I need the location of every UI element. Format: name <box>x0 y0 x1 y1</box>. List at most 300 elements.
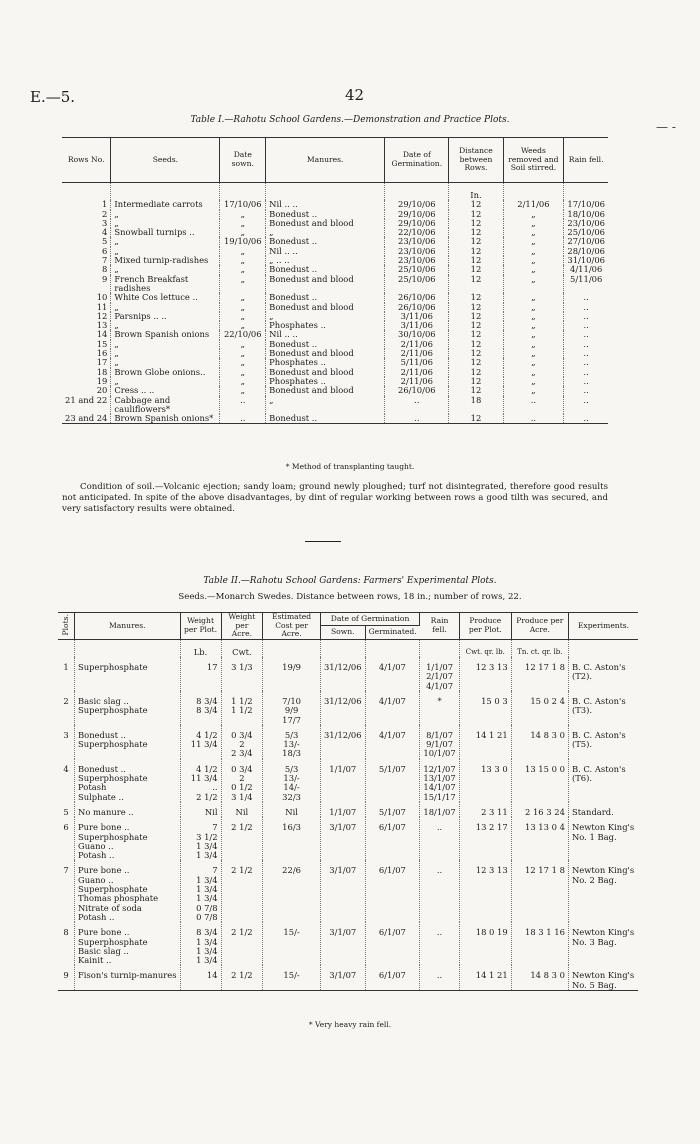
table2-line: Pure bone .. <box>78 927 130 938</box>
table1-cell: „ <box>266 396 385 415</box>
table2-line: Guano .. <box>78 840 114 851</box>
table2-line: Superphosphate <box>78 831 148 842</box>
table2-line: Basic slag .. <box>78 945 129 956</box>
table2-line: .. <box>436 927 443 938</box>
table2-cell-sown: 31/12/06 <box>320 725 365 759</box>
table1-cell: „ <box>503 210 564 219</box>
table2-cell-wpa <box>221 817 263 860</box>
table2-cell-wpp <box>180 860 221 922</box>
table1-cell: „ .. .. <box>266 256 385 265</box>
table1-cell: Bonedust and blood <box>266 349 385 358</box>
table1-cell: „ <box>220 210 266 219</box>
table1-cell: 3/11/06 <box>385 321 449 330</box>
table1-cell: „ <box>220 368 266 377</box>
table2-cell-exp: B. C. Aston's (T2). <box>571 662 626 682</box>
table1-cell: Bonedust .. <box>266 237 385 246</box>
table1-cell: Cabbage and cauliflowers* <box>111 396 220 415</box>
table2-cell-ppp: 18 0 19 <box>459 922 511 965</box>
table1-cell: .. <box>583 366 589 377</box>
table2-line: 0 7/8 <box>196 911 218 922</box>
table1-cell: 12 <box>449 368 503 377</box>
table1-cell: „ <box>220 321 266 330</box>
table2-row <box>58 759 638 802</box>
table2-line: 1 3/4 <box>196 955 218 966</box>
table2-body <box>58 639 638 990</box>
table2-line: 15/- <box>283 970 300 981</box>
table1-cell: 12 <box>449 321 503 330</box>
table1-cell: „ <box>111 265 220 274</box>
table2-cell-wpp <box>180 965 221 990</box>
table1-cell: „ <box>111 340 220 349</box>
table1-cell: 17/10/06 <box>220 200 266 209</box>
table1-cell: Nil .. .. <box>266 330 385 339</box>
table1-cell: .. <box>583 320 589 331</box>
table1-cell: „ <box>220 228 266 237</box>
table1-cell: 4/11/06 <box>570 264 603 275</box>
table1-cell: 12 <box>449 219 503 228</box>
table2-line: 19/9 <box>282 662 301 673</box>
table1-cell: Snowball turnips .. <box>111 228 220 237</box>
t2-col-wpa: Weight per Acre. <box>221 613 263 640</box>
table1-cell: Bonedust and blood <box>266 303 385 312</box>
section-divider <box>305 541 341 542</box>
table2-cell-cost <box>263 691 321 725</box>
table2-cell-rain <box>420 965 460 990</box>
table2-line: 2 1/2 <box>231 822 253 833</box>
t2-col-exp: Experiments. <box>568 613 638 640</box>
table1-cell: 12 <box>449 349 503 358</box>
table2-line: .. <box>436 822 443 833</box>
table1-cell: .. <box>503 414 564 424</box>
table2-row <box>58 802 638 817</box>
table1-cell: 2/11/06 <box>385 340 449 349</box>
table2-line: 2 <box>239 773 245 784</box>
table2-cell-wpp <box>180 759 221 802</box>
table2-cell-ppp: 2 3 11 <box>459 802 511 817</box>
table2-cell-rain <box>420 725 460 759</box>
table1-cell: „ <box>220 386 266 395</box>
table1-cell: 31/10/06 <box>567 255 605 266</box>
table2-line: Fison's turnip-manures <box>78 970 177 981</box>
table1-cell: 7 <box>62 256 111 265</box>
table1-cell: „ <box>220 349 266 358</box>
table1-cell: 2/11/06 <box>385 349 449 358</box>
table1-cell: French Breakfast radishes <box>111 275 220 294</box>
table2-line: 14 <box>206 970 218 981</box>
table2-line: 3 1/3 <box>231 662 253 673</box>
table2-line: 15/- <box>283 927 300 938</box>
table1-cell: 17 <box>62 358 111 367</box>
table1-cell: „ <box>503 321 564 330</box>
t1-col-manures: Manures. <box>266 138 385 183</box>
table2-line: 2 1/2 <box>231 927 253 938</box>
table1-cell: 23/10/06 <box>385 247 449 256</box>
table1-row <box>62 200 608 209</box>
table2-line: 14/- <box>283 782 300 793</box>
table2-cell-ppp: 13 2 17 <box>459 817 511 860</box>
table2-cell-manures <box>75 725 181 759</box>
table1-cell: „ <box>111 349 220 358</box>
table1-cell: 22/10/06 <box>385 228 449 237</box>
table1-cell: „ <box>220 312 266 321</box>
table2-cell-plot: 4 <box>58 759 75 802</box>
table1-cell: 23 and 24 <box>62 414 111 424</box>
table1-cell: Bonedust .. <box>266 265 385 274</box>
table2-line: Nil <box>235 806 249 817</box>
table1-cell: 14 <box>62 330 111 339</box>
table2-cell-plot: 8 <box>58 922 75 965</box>
table2-row <box>58 817 638 860</box>
table2-cell-cost <box>263 802 321 817</box>
table2-line: 1 3/4 <box>196 936 218 947</box>
table1-cell: 12 <box>449 293 503 302</box>
table2-cell-ppa: 14 8 3 0 <box>511 725 568 759</box>
table1-footnote: * Method of transplanting taught. <box>285 462 415 471</box>
table2-cell-ppp: 12 3 13 <box>459 860 511 922</box>
table2-cell-manures <box>75 922 181 965</box>
table2-cell-ppa: 14 8 3 0 <box>511 965 568 990</box>
table1-cell: „ <box>220 358 266 367</box>
table2-cell-cost <box>263 725 321 759</box>
table2-line: Potash .. <box>78 911 115 922</box>
table2-cell-exp: Standard. <box>571 806 614 817</box>
table2-line: 1/1/07 <box>426 662 454 673</box>
table1-cell: 2/11/06 <box>385 368 449 377</box>
table2-line: 4 1/2 <box>196 763 218 774</box>
table2-cell-plot: 6 <box>58 817 75 860</box>
table1-cell: 2 <box>62 210 111 219</box>
table2-line: Basic slag .. <box>78 695 129 706</box>
table2-line: Superphosphate <box>78 884 148 895</box>
table1-cell: 27/10/06 <box>567 236 605 247</box>
table2-cell-cost <box>263 759 321 802</box>
table1-cell: 19/10/06 <box>220 237 266 246</box>
table2-line: 8/1/07 <box>426 729 454 740</box>
table1-row <box>62 349 608 358</box>
table1-cell: Bonedust .. <box>266 340 385 349</box>
table1-cell: „ <box>111 219 220 228</box>
table2-cell-sown: 3/1/07 <box>320 922 365 965</box>
table1-cell: Brown Spanish onions* <box>111 414 220 424</box>
table1-cell: „ <box>503 349 564 358</box>
table2-line: * <box>437 695 442 706</box>
t1-col-distance: Distance between Rows. <box>449 138 503 183</box>
table1-cell: „ <box>111 377 220 386</box>
table1-cell: 22/10/06 <box>220 330 266 339</box>
table2-cell-sown: 3/1/07 <box>320 860 365 922</box>
table2-row <box>58 725 638 759</box>
table2-line: 1 3/4 <box>196 874 218 885</box>
table1-caption: Table I.—Rahotu School Gardens.—Demonstration and Practice Plots. <box>190 115 510 125</box>
table2-line: Superphosphate <box>78 739 148 750</box>
table2-line: 2 1/2 <box>231 865 253 876</box>
table2-cell-ppa: 12 17 1 8 <box>511 860 568 922</box>
table2-line: 8 3/4 <box>196 927 218 938</box>
table2-line: 11 3/4 <box>190 773 218 784</box>
table2-cell-cost <box>263 922 321 965</box>
table2-cell-wpp <box>180 725 221 759</box>
table2-line: 7 <box>212 822 218 833</box>
table2-line: 12/1/07 <box>423 763 456 774</box>
table2-line: 15/1/17 <box>423 791 456 802</box>
table2-line: 17/7 <box>282 714 301 725</box>
table1-cell: Bonedust .. <box>266 293 385 302</box>
table1-cell: „ <box>220 377 266 386</box>
table2-cell-sown: 3/1/07 <box>320 817 365 860</box>
table2-cell-exp: Newton King's No. 2 Bag. <box>571 865 635 885</box>
table2-line: 7/10 <box>282 695 301 706</box>
table2-cell-wpa <box>221 691 263 725</box>
table1-cell: .. <box>583 292 589 303</box>
table2-cell-plot: 5 <box>58 802 75 817</box>
table2-line: Superphosphate <box>78 773 148 784</box>
table1-row <box>62 237 608 246</box>
table2-subcaption: Seeds.—Monarch Swedes. Distance between rows, 18 in.; number of rows, 22. <box>178 592 522 602</box>
table1-cell: .. <box>583 301 589 312</box>
table1-cell: „ <box>111 358 220 367</box>
table1-cell: „ <box>111 210 220 219</box>
table2-cell-rain <box>420 657 460 691</box>
table1-row <box>62 228 608 237</box>
table1-cell: „ <box>503 219 564 228</box>
table2-line: 18/1/07 <box>423 806 456 817</box>
table1-cell: Phosphates .. <box>266 358 385 367</box>
table1-cell: „ <box>503 275 564 294</box>
table2-cell-ppa: 2 16 3 24 <box>511 802 568 817</box>
t1-col-weeds: Weeds removed and Soil stirred. <box>503 138 564 183</box>
table2-line: 5/3 <box>284 729 299 740</box>
table1-cell: „ <box>220 256 266 265</box>
table2-cell-rain <box>420 802 460 817</box>
t2-col-germinated: Germinated. <box>365 626 420 639</box>
table1-cell: 6 <box>62 247 111 256</box>
t1-col-rows: Rows No. <box>62 138 111 183</box>
table1-cell: 12 <box>449 210 503 219</box>
table2-line: No manure .. <box>78 806 134 817</box>
table1-cell: „ <box>503 256 564 265</box>
table2-line: 1 3/4 <box>196 893 218 904</box>
table1-cell: „ <box>503 228 564 237</box>
table2-line: 1 3/4 <box>196 850 218 861</box>
t1-col-rain: Rain fell. <box>564 138 608 183</box>
table2-cell-exp: B. C. Aston's (T5). <box>571 729 626 750</box>
t1-col-germination: Date of Germination. <box>385 138 449 183</box>
table2-line: Superphosphate <box>78 936 148 947</box>
table1-cell: 3/11/06 <box>385 312 449 321</box>
table2-cell-rain <box>420 922 460 965</box>
table2-cell-rain <box>420 860 460 922</box>
table2-cell-plot: 2 <box>58 691 75 725</box>
table1-cell: 12 <box>62 312 111 321</box>
table1-cell: Nil .. .. <box>266 247 385 256</box>
t2-col-plots <box>58 613 75 640</box>
table1-cell: Parsnips .. .. <box>111 312 220 321</box>
table1-cell: „ <box>220 293 266 302</box>
table2-line: .. <box>436 970 443 981</box>
table2-cell-ppa: 18 3 1 16 <box>511 922 568 965</box>
table2-cell-ppp: 12 3 13 <box>459 657 511 691</box>
table1-cell: 12 <box>449 414 503 424</box>
table2-cell-ppp: 13 3 0 <box>459 759 511 802</box>
table2-cell-wpa <box>221 965 263 990</box>
table1-row <box>62 330 608 339</box>
margin-mark: — - <box>656 120 676 134</box>
t2-unit-ppp: Cwt. qr. lb. <box>459 639 511 657</box>
table2-cell-wpa <box>221 860 263 922</box>
table1-cell: 5 <box>62 237 111 246</box>
table1-cell: 2/11/06 <box>503 200 564 209</box>
table1-cell: 11 <box>62 303 111 312</box>
table1-cell: „ <box>503 386 564 395</box>
table1-cell: 26/10/06 <box>385 386 449 395</box>
table1-cell: 12 <box>449 275 503 294</box>
table1-cell: Nil .. .. <box>266 200 385 209</box>
table1-cell: 20 <box>62 386 111 395</box>
table1-cell: 23/10/06 <box>567 217 605 228</box>
table2-line: 17 <box>206 662 218 673</box>
table2-cell-exp: Newton King's No. 3 Bag. <box>571 927 635 947</box>
t2-col-germ: Date of Germination <box>320 613 419 626</box>
table2-line: 32/3 <box>282 791 301 802</box>
table1-cell: Bonedust .. <box>266 210 385 219</box>
t2-col-wpp: Weight per Plot. <box>180 613 221 640</box>
table1-cell: „ <box>220 275 266 294</box>
table2-line: Pure bone .. <box>78 822 130 833</box>
table2-cell-cost <box>263 657 321 691</box>
table1-row <box>62 312 608 321</box>
table1-cell: Bonedust .. <box>266 414 385 424</box>
table1-cell: Brown Spanish onions <box>111 330 220 339</box>
table2-cell-sown: 31/12/06 <box>320 657 365 691</box>
table2-cell-germ: 6/1/07 <box>365 922 420 965</box>
table2-line: 0 1/2 <box>231 782 253 793</box>
table2-cell-plot: 9 <box>58 965 75 990</box>
table2-line: 1 3/4 <box>196 840 218 851</box>
table2-cell-wpa <box>221 759 263 802</box>
table1-cell: .. <box>583 375 589 386</box>
table1-cell: 28/10/06 <box>567 245 605 256</box>
table1-row <box>62 256 608 265</box>
table2-line: 0 3/4 <box>231 763 253 774</box>
table2-line: 4 1/2 <box>196 729 218 740</box>
table1-cell: „ <box>503 340 564 349</box>
t1-col-date-sown: Date sown. <box>220 138 266 183</box>
table1-cell: 12 <box>449 330 503 339</box>
table2-line: 18/3 <box>282 748 301 759</box>
table2-cell-sown: 31/12/06 <box>320 691 365 725</box>
table2-cell-germ: 5/1/07 <box>365 802 420 817</box>
table2-cell-manures <box>75 691 181 725</box>
table2-experimental-plots <box>58 612 638 991</box>
table2-cell-rain <box>420 759 460 802</box>
table1-cell: 12 <box>449 303 503 312</box>
table2-row <box>58 965 638 990</box>
table1-cell: .. <box>583 329 589 340</box>
table1-cell: „ <box>220 247 266 256</box>
table2-cell-wpp <box>180 691 221 725</box>
table2-cell-sown: 1/1/07 <box>320 802 365 817</box>
table1-cell: „ <box>503 265 564 274</box>
table2-cell-manures <box>75 817 181 860</box>
table2-cell-ppa: 12 17 1 8 <box>511 657 568 691</box>
table1-cell: 21 and 22 <box>62 396 111 415</box>
table1-body <box>62 183 608 424</box>
table2-line: Sulphate .. <box>78 791 124 802</box>
table1-cell: 12 <box>449 237 503 246</box>
table1-cell: 25/10/06 <box>567 227 605 238</box>
table1-cell: 29/10/06 <box>385 219 449 228</box>
table1-cell: „ <box>503 293 564 302</box>
table2-line: Nil <box>285 806 298 817</box>
page-number: 42 <box>345 86 365 104</box>
table2-line: 11 3/4 <box>190 739 218 750</box>
table2-cell-plot: 3 <box>58 725 75 759</box>
table2-line: Guano .. <box>78 874 114 885</box>
table2-line: 1 3/4 <box>196 945 218 956</box>
table1-cell: 18/10/06 <box>567 208 605 219</box>
table1-cell: 25/10/06 <box>385 265 449 274</box>
table2-cell-ppp: 15 0 3 <box>459 691 511 725</box>
t2-col-rain: Rain fell. <box>420 613 460 640</box>
table1-cell: 12 <box>449 340 503 349</box>
table2-cell-germ: 5/1/07 <box>365 759 420 802</box>
table2-line: Bonedust .. <box>78 763 126 774</box>
t2-col-cost: Estimated Cost per Acre. <box>263 613 321 640</box>
table1-cell: 25/10/06 <box>385 275 449 294</box>
table1-cell: Bonedust and blood <box>266 275 385 294</box>
table1-cell: 12 <box>449 386 503 395</box>
table1-row <box>62 396 608 415</box>
table1-cell: 9 <box>62 275 111 294</box>
t1-unit-label: In. <box>449 183 503 201</box>
table2-line: Nil <box>204 806 218 817</box>
table1-cell: 5/11/06 <box>570 273 603 284</box>
table2-cell-ppa: 15 0 2 4 <box>511 691 568 725</box>
table1-cell: .. <box>503 396 564 415</box>
table1-cell: Intermediate carrots <box>111 200 220 209</box>
table1-cell: White Cos lettuce .. <box>111 293 220 302</box>
table2-line: 13/1/07 <box>423 773 456 784</box>
table1-cell: „ <box>503 358 564 367</box>
table1-cell: „ <box>220 340 266 349</box>
table1-cell: Bonedust and blood <box>266 386 385 395</box>
t2-plots-label: Plots. <box>60 613 70 636</box>
table2-cell-ppp: 14 1 21 <box>459 965 511 990</box>
table2-line: 0 7/8 <box>196 902 218 913</box>
t1-col-seeds: Seeds. <box>111 138 220 183</box>
table1-cell: 3 <box>62 219 111 228</box>
table2-line: 2 <box>239 739 245 750</box>
table1-cell: Phosphates .. <box>266 321 385 330</box>
table2-line: Bonedust .. <box>78 729 126 740</box>
table2-row <box>58 860 638 922</box>
table2-line: 2 3/4 <box>231 748 253 759</box>
table2-line: 1 3/4 <box>196 884 218 895</box>
table1-cell: 12 <box>449 256 503 265</box>
table2-line: Potash <box>78 782 107 793</box>
table2-footnote: * Very heavy rain fell. <box>308 1020 392 1029</box>
table1-cell: „ <box>266 312 385 321</box>
table2-cell-wpa <box>221 725 263 759</box>
table2-row <box>58 657 638 691</box>
table1-cell: Brown Globe onions.. <box>111 368 220 377</box>
table2-cell-cost <box>263 860 321 922</box>
table2-cell-wpp <box>180 657 221 691</box>
table2-line: 22/6 <box>282 865 301 876</box>
table2-line: 13/- <box>283 739 300 750</box>
table2-cell-manures <box>75 802 181 817</box>
table2-line: 9/9 <box>284 705 299 716</box>
